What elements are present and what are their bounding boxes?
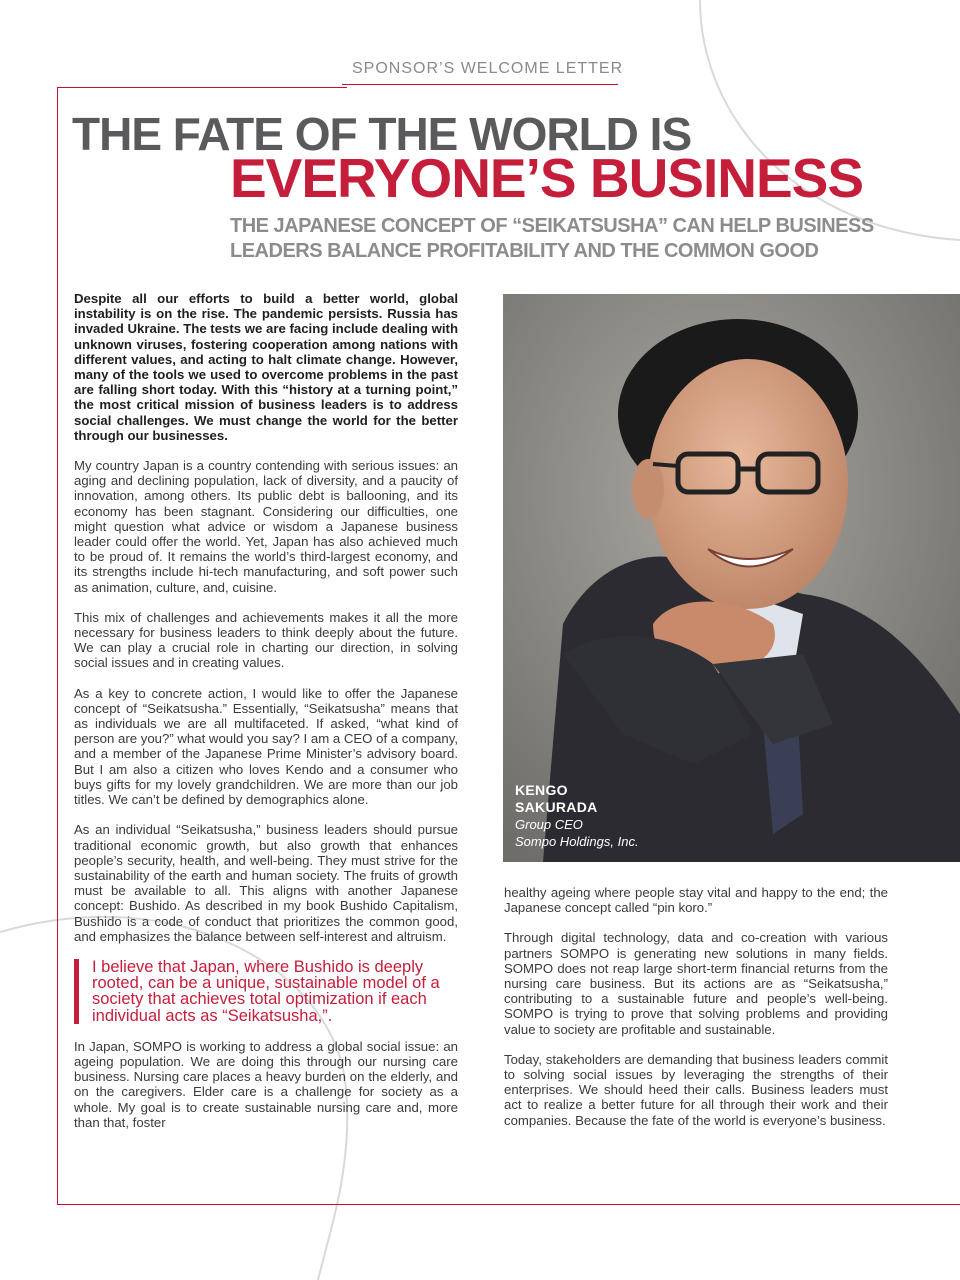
body-paragraph: Through digital technology, data and co-creation with various partners SOMPO is generating new solutions in many fields. SOMPO does not reap large short-term financial returns from the nursing care business. But its actions are as “Seikatsusha,” contributing to a sustainable future and people’s well-being. SOMPO is trying to prove that solving problems and providing value to society are profitable and sustainable. (504, 930, 888, 1037)
body-paragraph: This mix of challenges and achievements makes it all the more necessary for business leaders to think deeply about the future. We can play a crucial role in charting our direction, in solving social issues and in creating values. (74, 609, 458, 671)
pull-quote: I believe that Japan, where Bushido is deeply rooted, can be a unique, sustainable model of a society that achieves total optimization if each individual acts as “Seikatsusha,”. (74, 959, 458, 1024)
body-paragraph: As an individual “Seikatsusha,” business leaders should pursue traditional economic growth, but also growth that enhances people’s security, health, and well-being. They must strive for the sustainability of the earth and human society. The fruits of growth must be available to all. This aligns with another Japanese concept: Bushido. As described in my book Bushido Capitalism, Bushido is a code of conduct that prioritizes the common good, and emphasizes the balance between self-interest and altruism. (74, 822, 458, 944)
body-paragraph: My country Japan is a country contending with serious issues: an aging and declining population, lack of diversity, and a paucity of innovation, among others. Its public debt is ballooning, and its economy has been stagnant. Considering our difficulties, one might question what advice or wisdom a Japanese business leader could offer the world. Yet, Japan has also achieved much to be proud of. It remains the world’s third-largest economy, and its strengths include hi-tech manufacturing, and soft power such as animation, culture, and, cuisine. (74, 458, 458, 595)
headline-line-1: THE FATE OF THE WORLD IS (72, 108, 692, 160)
body-paragraph: In Japan, SOMPO is working to address a global social issue: an ageing population. We are doing this through our nursing care business. Nursing care places a heavy burden on the elderly, and on the caregivers. Elder care is a challenge for society as a whole. My goal is to create sustainable nursing care and, more than that, foster (74, 1038, 458, 1130)
left-column (74, 291, 458, 1145)
body-paragraph: Today, stakeholders are demanding that business leaders commit to solving social issues by leveraging the strengths of their enterprises. We should heed their calls. Business leaders must act to realize a better future for all through their work and their companies. Because the fate of the world is everyone’s business. (504, 1051, 888, 1128)
section-label-rule (342, 84, 618, 85)
frame-left-rule (57, 87, 58, 1205)
body-paragraph: healthy ageing where people stay vital and happy to the end; the Japanese concept called “pin koro.” (504, 885, 888, 916)
frame-top-rule (57, 87, 347, 88)
caption-title: Group CEO (515, 817, 583, 832)
right-column (504, 885, 888, 1143)
caption-name-line-2: SAKURADA (515, 799, 598, 815)
frame-bottom-rule (57, 1204, 960, 1205)
body-paragraph: As a key to concrete action, I would like to offer the Japanese concept of “Seikatsusha.” Essentially, “Seikatsusha” means that as individuals we are all multifaceted. If asked, “what kind of person are you?” what would you say? I am a CEO of a company, and a member of the Japanese Prime Minister’s advisory board. But I am also a citizen who loves Kendo and a consumer who buys gifts for my lovely grandchildren. We are more than our job titles. We can’t be defined by demographics alone. (74, 685, 458, 808)
lead-paragraph: Despite all our efforts to build a better world, global instability is on the rise. The pandemic persists. Russia has invaded Ukraine. The tests we are facing include dealing with unknown viruses, fostering cooperation among nations with different values, and acting to halt climate change. However, many of the tools we used to overcome problems in the past are falling short today. With this “history at a turning point,” the most critical mission of business leaders is to address social challenges. We must change the world for the better through our businesses. (74, 291, 459, 443)
section-label: SPONSOR’S WELCOME LETTER (352, 60, 624, 77)
photo-caption (515, 782, 639, 850)
portrait-photo (503, 294, 960, 862)
portrait-illustration (503, 294, 960, 862)
caption-name-line-1: KENGO (515, 782, 568, 798)
headline-line-2: EVERYONE’S BUSINESS (230, 147, 864, 209)
subheadline: THE JAPANESE CONCEPT OF “SEIKATSUSHA” CAN HELP BUSINESS LEADERS BALANCE PROFITABILITY AND THE COMMON GOOD (230, 215, 874, 262)
caption-company: Sompo Holdings, Inc. (515, 834, 639, 849)
